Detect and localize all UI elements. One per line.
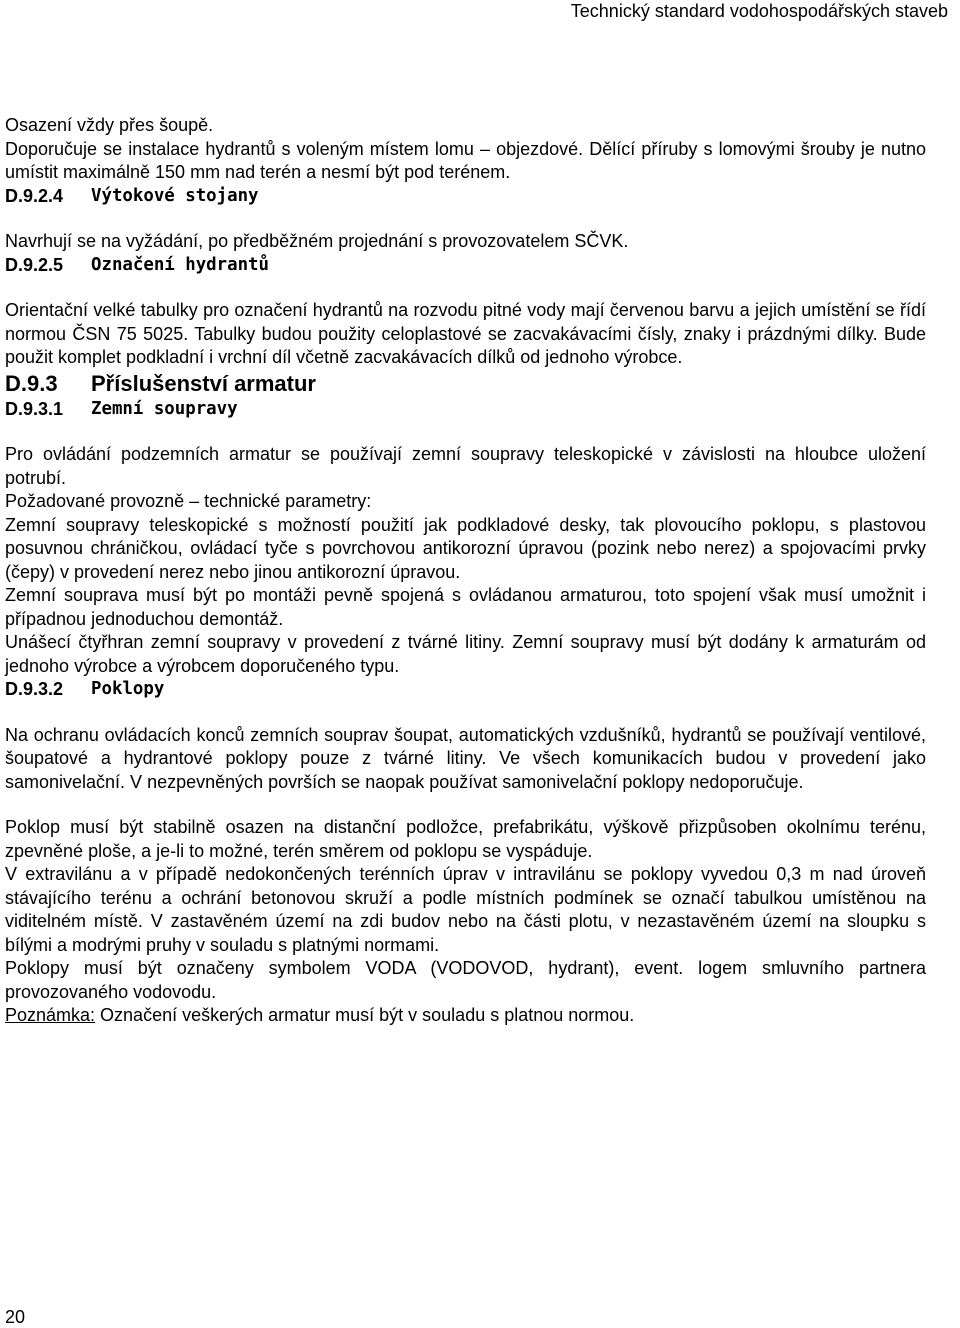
section-title: Příslušenství armatur [91,370,316,396]
paragraph: Zemní souprava musí být po montáži pevně spojená s ovládanou armaturou, toto spojení však musí umožnit i případnou jednoduchou demontáž. [5,585,926,629]
section-title: Označení hydrantů [91,254,269,275]
note-paragraph [5,1004,926,1028]
paragraph: Požadované provozně – technické parametry: [5,491,372,511]
section-heading-d924 [5,185,926,209]
section-heading-d93 [5,370,926,398]
paragraph: Na ochranu ovládacích konců zemních souprav šoupat, automatických vzdušníků, hydrantů se používají ventilové, šoupatové a hydrantové poklopy pouze z tvárné litiny. Ve všech komunikacích budou v provedení jako samonivelační. V nezpevněných površích se naopak používat samonivelační poklopy nedoporučuje. [5,724,926,792]
section-number: D.9.2.5 [5,254,64,275]
section-title: Výtokové stojany [91,185,259,206]
section-title: Zemní soupravy [91,398,238,419]
running-header: Technický standard vodohospodářských staveb [570,1,948,21]
section-number: D.9.3.2 [5,679,64,699]
section-number: D.9.2.4 [5,185,64,206]
paragraph: Unášecí čtyřhran zemní soupravy v provedení z tvárné litiny. Zemní soupravy musí být dodány k armaturám od jednoho výrobce a výrobcem doporučeného typu. [5,632,926,676]
document-body [5,114,926,1028]
section-number: D.9.3 [5,370,58,396]
intro-line: Osazení vždy přes šoupě. [5,115,214,135]
note-label: Poznámka: [5,1005,96,1025]
page-number: 20 [5,1307,26,1327]
section-heading-d925 [5,254,926,278]
section-number: D.9.3.1 [5,398,64,419]
section-heading-d932 [5,678,926,702]
paragraph: Poklopy musí být označeny symbolem VODA (VODOVOD, hydrant), event. logem smluvního partnera provozovaného vodovodu. [5,958,926,1002]
paragraph: V extravilánu a v případě nedokončených terénních úprav v intravilánu se poklopy vyvedou 0,3 m nad úroveň stávajícího terénu a ochrání betonovou skruží a podle místních podmínek se označí tabulkou umístěnou na viditelném místě. V zastavěném území na zdi budov nebo na části plotu, v nezastavěném území na sloupku s bílými a modrými pruhy v souladu s platnými normami. [5,864,926,955]
paragraph: Zemní soupravy teleskopické s možností použití jak podkladové desky, tak plovoucího poklopu, s plastovou posuvnou chráničkou, ovládací tyče s povrchovou antikorozní úpravou (pozink nebo nerez) a spojovacími prvky (čepy) v provedení nerez nebo jinou antikorozní úpravou. [5,514,926,582]
section-title: Poklopy [91,679,165,699]
paragraph: Pro ovládání podzemních armatur se používají zemní soupravy teleskopické v závislosti na hloubce uložení potrubí. [5,444,926,488]
paragraph: Orientační velké tabulky pro označení hydrantů na rozvodu pitné vody mají červenou barvu a jejich umístění se řídí normou ČSN 75 5025. Tabulky budou použity celoplastové se zacvakávacími čísly, znaky i prázdnými dílky. Bude použit komplet podkladní i vrchní díl včetně zacvakávacích dílků od jednoho výrobce. [5,300,926,367]
paragraph: Navrhují se na vyžádání, po předběžném projednání s provozovatelem SČVK. [5,231,629,251]
intro-paragraph: Doporučuje se instalace hydrantů s voleným místem lomu – objezdové. Dělící příruby s lomovými šrouby je nutno umístit maximálně 150 mm nad terén a nesmí být pod terénem. [5,138,926,182]
section-heading-d931 [5,398,926,422]
paragraph: Poklop musí být stabilně osazen na distanční podložce, prefabrikátu, výškově přizpůsoben okolnímu terénu, zpevněné ploše, a je-li to možné, terén směrem od poklopu se vyspáduje. [5,817,926,861]
note-text: Označení veškerých armatur musí být v souladu s platnou normou. [95,1005,635,1025]
